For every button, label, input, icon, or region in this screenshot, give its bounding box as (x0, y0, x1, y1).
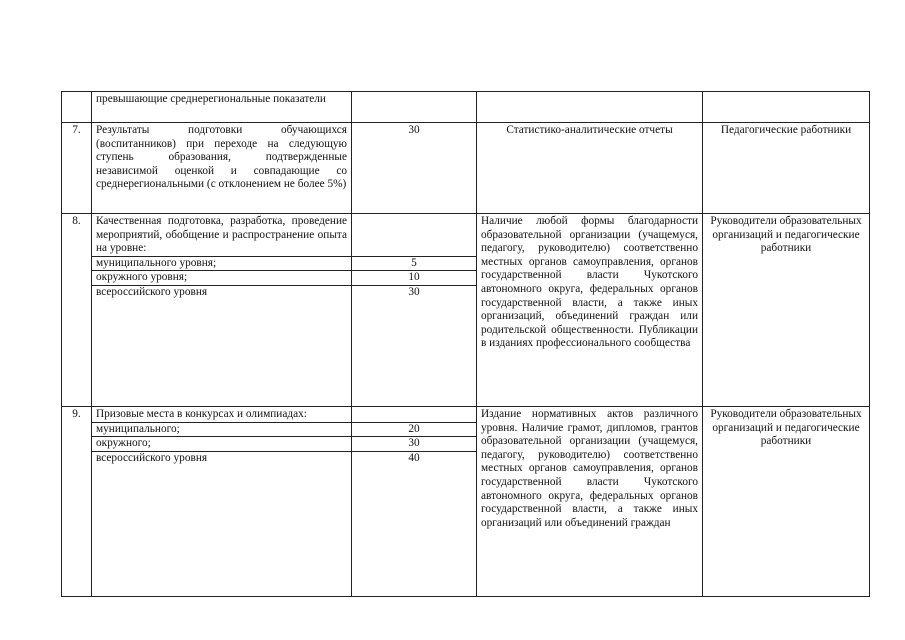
responsible-cell: Руководители образовательных организаций и педагогические работники (703, 214, 870, 407)
evidence-cell: Наличие любой формы благодарности образовательной организации (учащемуся, педагогу, руководителю) соответственно местных органов самоуправления, органов государственной власти Чукотского автономного округа, федеральных органов государственной власти, а также иных организаций, объединений граждан или родительской общественности. Публикации в изданиях профессионального сообщества (477, 214, 703, 407)
row-number: 7. (62, 123, 92, 214)
criterion-text: Результаты подготовки обучающихся (воспитанников) при переходе на следующую ступень образования, подтвержденные независимой оценкой и совпадающие со среднерегиональными (с отклонением не более 5%) (92, 123, 352, 214)
level-label: всероссийского уровня (92, 451, 351, 466)
responsible-cell: Руководители образовательных организаций и педагогические работники (703, 407, 870, 597)
level-label: всероссийского уровня (92, 285, 351, 300)
level-label: окружного уровня; (92, 270, 351, 285)
level-points: 40 (352, 451, 476, 466)
points-cell: 30 (352, 123, 477, 214)
responsible-cell (703, 92, 870, 123)
level-points: 30 (352, 436, 476, 451)
evidence-cell (477, 92, 703, 123)
table-row (62, 214, 870, 407)
criterion-text: Качественная подготовка, разработка, проведение мероприятий, обобщение и распространение опыта на уровне: (96, 215, 347, 255)
evidence-cell: Издание нормативных актов различного уровня. Наличие грамот, дипломов, грантов образовательной организации (учащемуся, педагогу, руководителю) соответственно местных органов самоуправления, органов государственной власти Чукотского автономного округа, федеральных органов государственной власти, а также иных организаций или объединений граждан (477, 407, 703, 597)
criteria-table (61, 91, 870, 597)
level-points: 10 (352, 270, 476, 285)
level-points: 20 (352, 422, 476, 437)
row-number (62, 92, 92, 123)
table-row (62, 123, 870, 214)
table-row (62, 92, 870, 123)
level-label: муниципального уровня; (92, 256, 351, 271)
level-label: муниципального; (92, 422, 351, 437)
level-label: окружного; (92, 436, 351, 451)
row-number: 8. (62, 214, 92, 407)
row-number: 9. (62, 407, 92, 597)
points-cell (352, 92, 477, 123)
responsible-cell: Педагогические работники (703, 123, 870, 214)
criterion-text: превышающие среднерегиональные показатели (92, 92, 352, 123)
evidence-cell: Статистико-аналитические отчеты (477, 123, 703, 214)
level-points: 5 (352, 256, 476, 271)
level-points: 30 (352, 285, 476, 300)
table-row (62, 407, 870, 597)
criterion-text: Призовые места в конкурсах и олимпиадах: (96, 408, 307, 420)
